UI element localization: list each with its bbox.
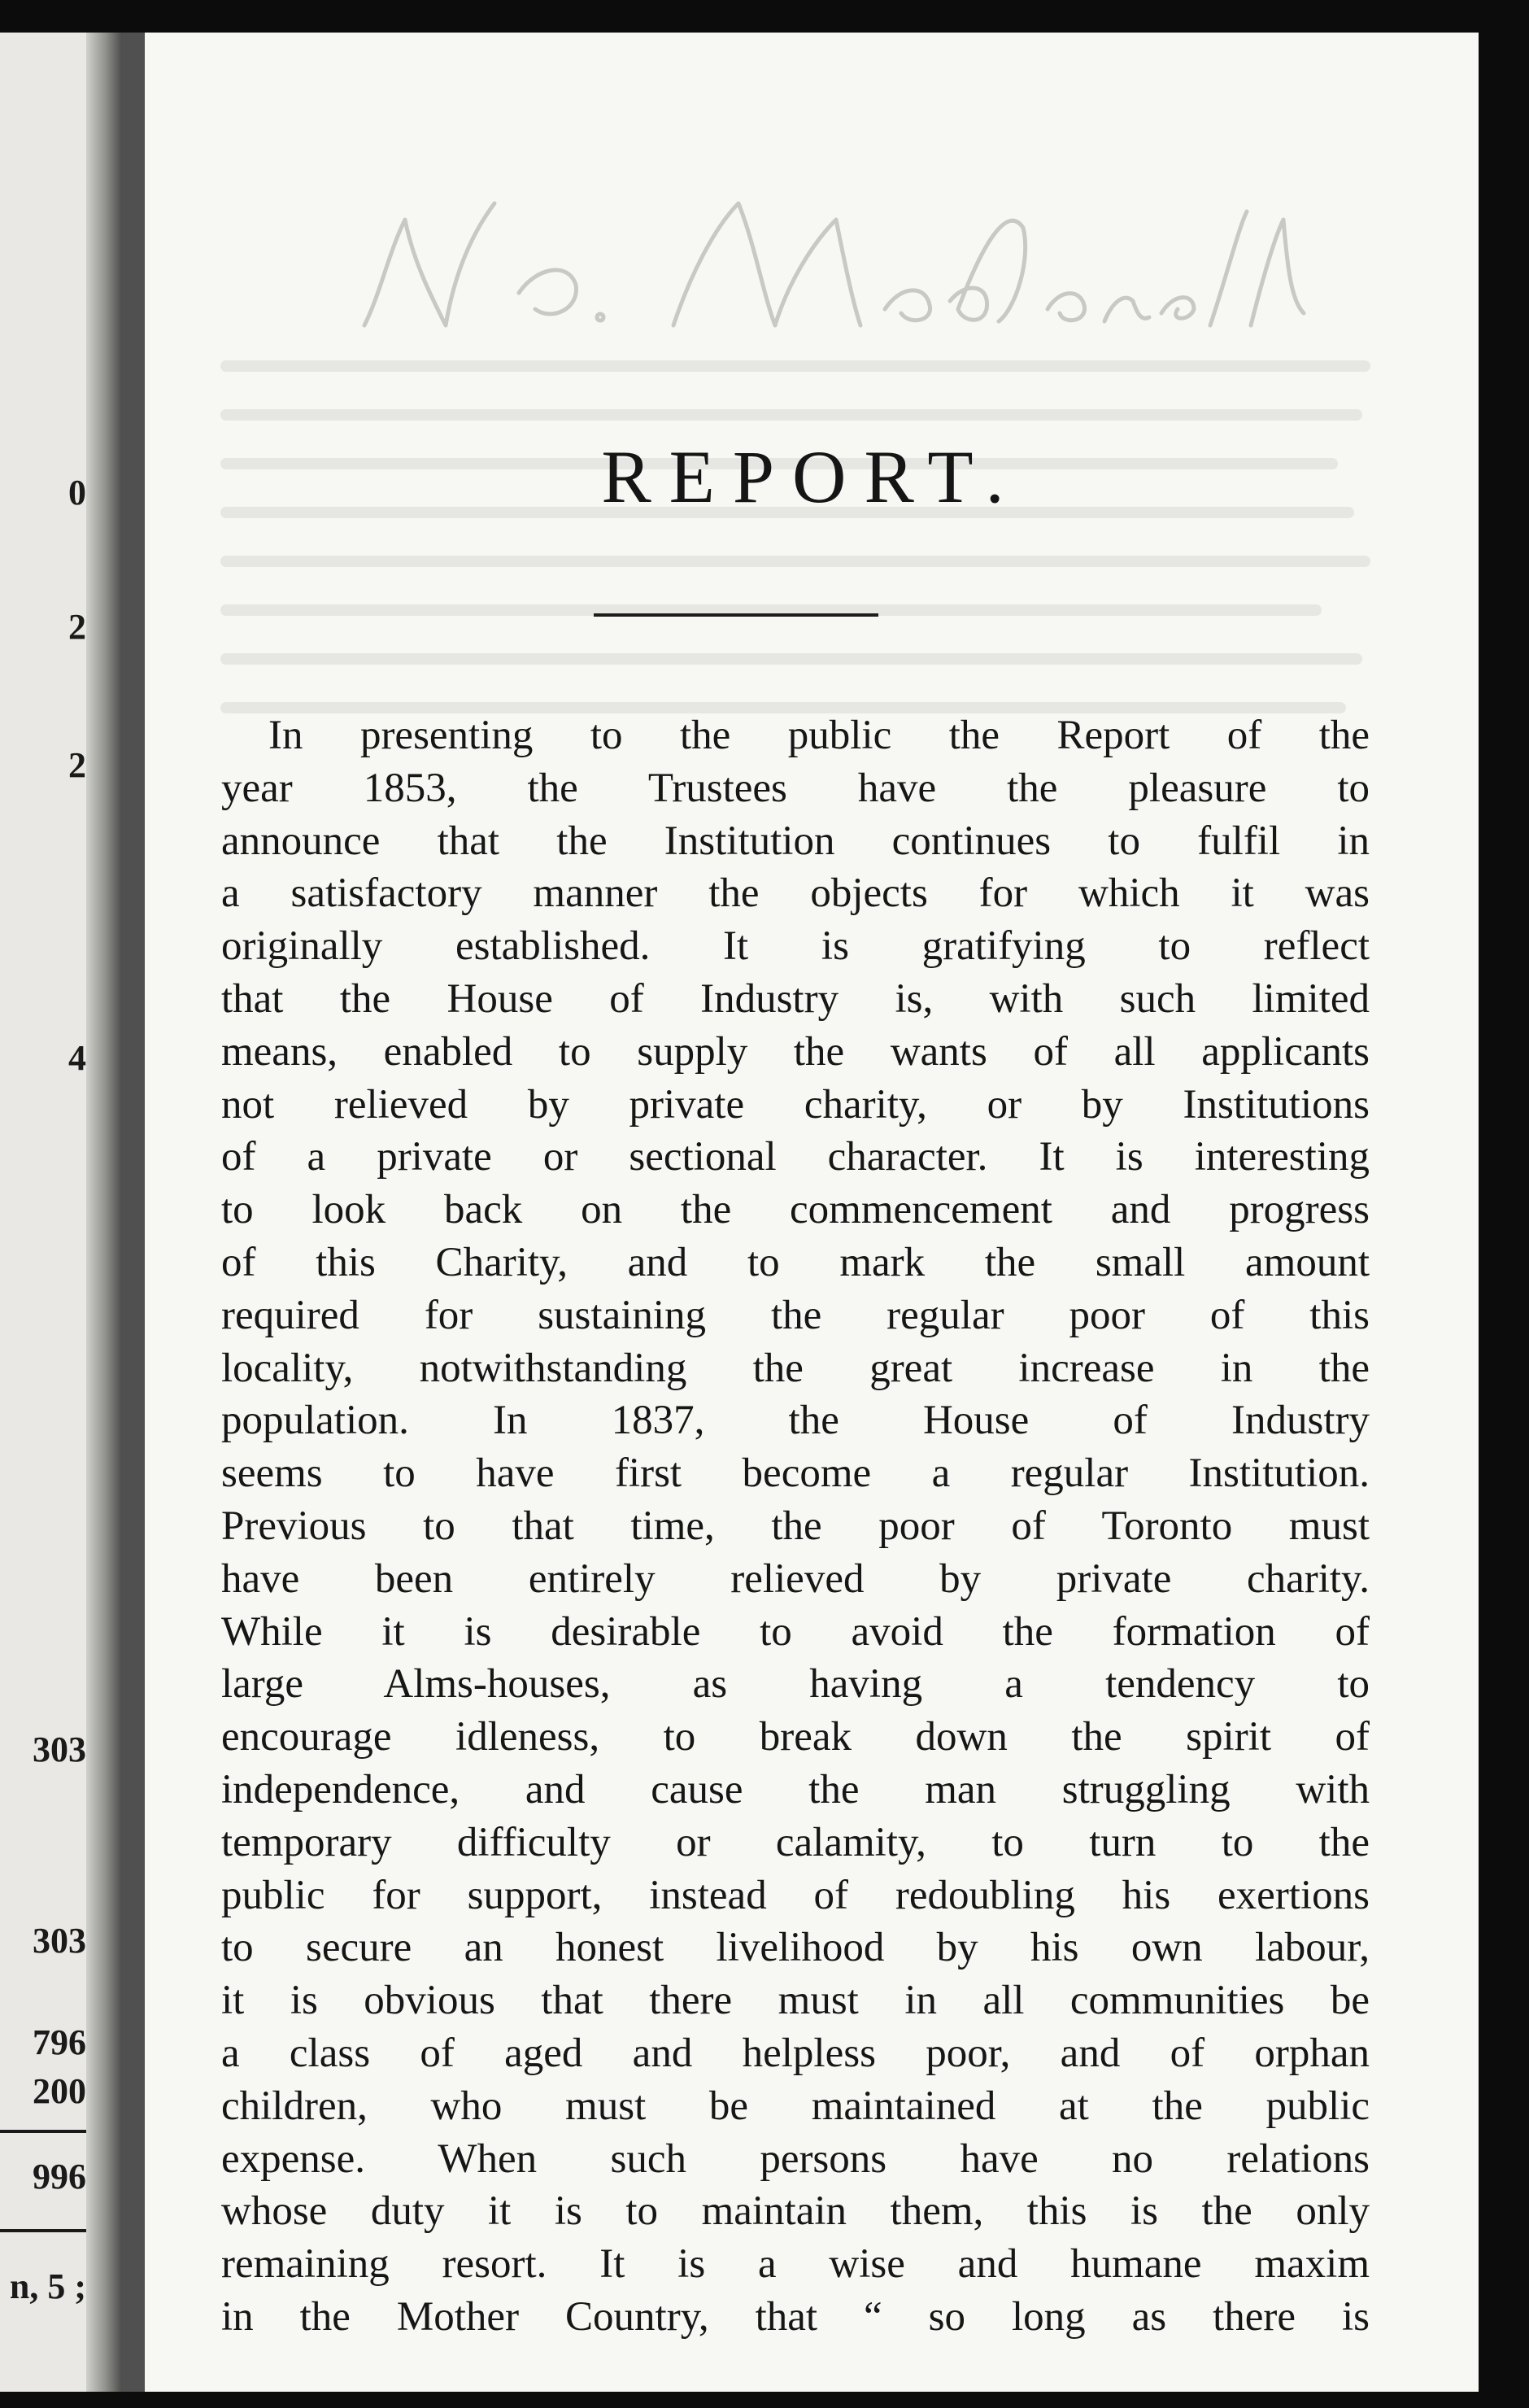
page-title: REPORT. bbox=[601, 435, 1022, 518]
margin-number: 200 bbox=[33, 2071, 86, 2111]
text-line: While it is desirable to avoid the formation of bbox=[221, 1608, 1370, 1655]
text-line: population. In 1837, the House of Industry bbox=[221, 1398, 1370, 1444]
text-line: remaining resort. It is a wise and humane maxim bbox=[221, 2241, 1370, 2288]
handwritten-signature bbox=[332, 171, 1308, 350]
margin-number: 303 bbox=[33, 1730, 86, 1769]
book-spine bbox=[122, 33, 145, 2392]
text-line: In presenting to the public the Report of the bbox=[268, 713, 1370, 758]
text-line: it is obvious that there must in all communities be bbox=[221, 1978, 1370, 2024]
text-line: originally established. It is gratifying to reflect bbox=[221, 923, 1370, 970]
margin-number: 303 bbox=[33, 1921, 86, 1961]
text-line: whose duty it is to maintain them, this is the only bbox=[221, 2188, 1370, 2235]
report-page bbox=[145, 33, 1479, 2392]
text-line: encourage idleness, to break down the spirit of bbox=[221, 1714, 1370, 1760]
title-divider bbox=[594, 613, 878, 617]
text-line: temporary difficulty or calamity, to turn to the bbox=[221, 1819, 1370, 1865]
text-line: large Alms-houses, as having a tendency to bbox=[221, 1661, 1370, 1708]
text-line: of this Charity, and to mark the small amount bbox=[221, 1239, 1370, 1285]
left-page-fragment bbox=[0, 33, 122, 2392]
text-line: announce that the Institution continues to fulfil in bbox=[221, 818, 1370, 864]
margin-number: 796 bbox=[33, 2022, 86, 2062]
margin-number: n, 5 ; bbox=[9, 2266, 86, 2306]
text-line: means, enabled to supply the wants of all applicants bbox=[221, 1028, 1370, 1075]
text-line: year 1853, the Trustees have the pleasure to bbox=[221, 765, 1370, 811]
show-through-texture bbox=[194, 334, 1397, 757]
text-line: not relieved by private charity, or by Institutions bbox=[221, 1081, 1370, 1128]
text-line: to secure an honest livelihood by his own labour, bbox=[221, 1925, 1370, 1971]
text-line: children, who must be maintained at the public bbox=[221, 2083, 1370, 2129]
margin-rule bbox=[0, 2229, 86, 2232]
text-line: of a private or sectional character. It is interesting bbox=[221, 1134, 1370, 1180]
margin-number: 0 bbox=[68, 473, 86, 513]
report-body bbox=[221, 709, 1370, 2344]
text-line: independence, and cause the man struggling with bbox=[221, 1766, 1370, 1813]
margin-number: 4 bbox=[68, 1038, 86, 1078]
text-line: to look back on the commencement and progress bbox=[221, 1187, 1370, 1233]
text-line: seems to have first become a regular Institution. bbox=[221, 1450, 1370, 1497]
text-line: that the House of Industry is, with such limited bbox=[221, 975, 1370, 1022]
gutter-shadow bbox=[86, 33, 122, 2392]
text-line: locality, notwithstanding the great increase in the bbox=[221, 1345, 1370, 1391]
margin-rule bbox=[0, 2130, 86, 2133]
text-line: have been entirely relieved by private charity. bbox=[221, 1555, 1370, 1602]
text-line: public for support, instead of redoubling his exertions bbox=[221, 1872, 1370, 1918]
text-line: Previous to that time, the poor of Toronto must bbox=[221, 1503, 1370, 1549]
margin-number: 2 bbox=[68, 607, 86, 647]
text-line: a satisfactory manner the objects for which it was bbox=[221, 870, 1370, 917]
text-line: expense. When such persons have no relations bbox=[221, 2135, 1370, 2182]
text-line: in the Mother Country, that “ so long as there is bbox=[221, 2293, 1370, 2340]
text-line: required for sustaining the regular poor of this bbox=[221, 1292, 1370, 1338]
margin-number: 2 bbox=[68, 745, 86, 785]
text-line: a class of aged and helpless poor, and of orphan bbox=[221, 2030, 1370, 2076]
margin-number: 996 bbox=[33, 2157, 86, 2196]
